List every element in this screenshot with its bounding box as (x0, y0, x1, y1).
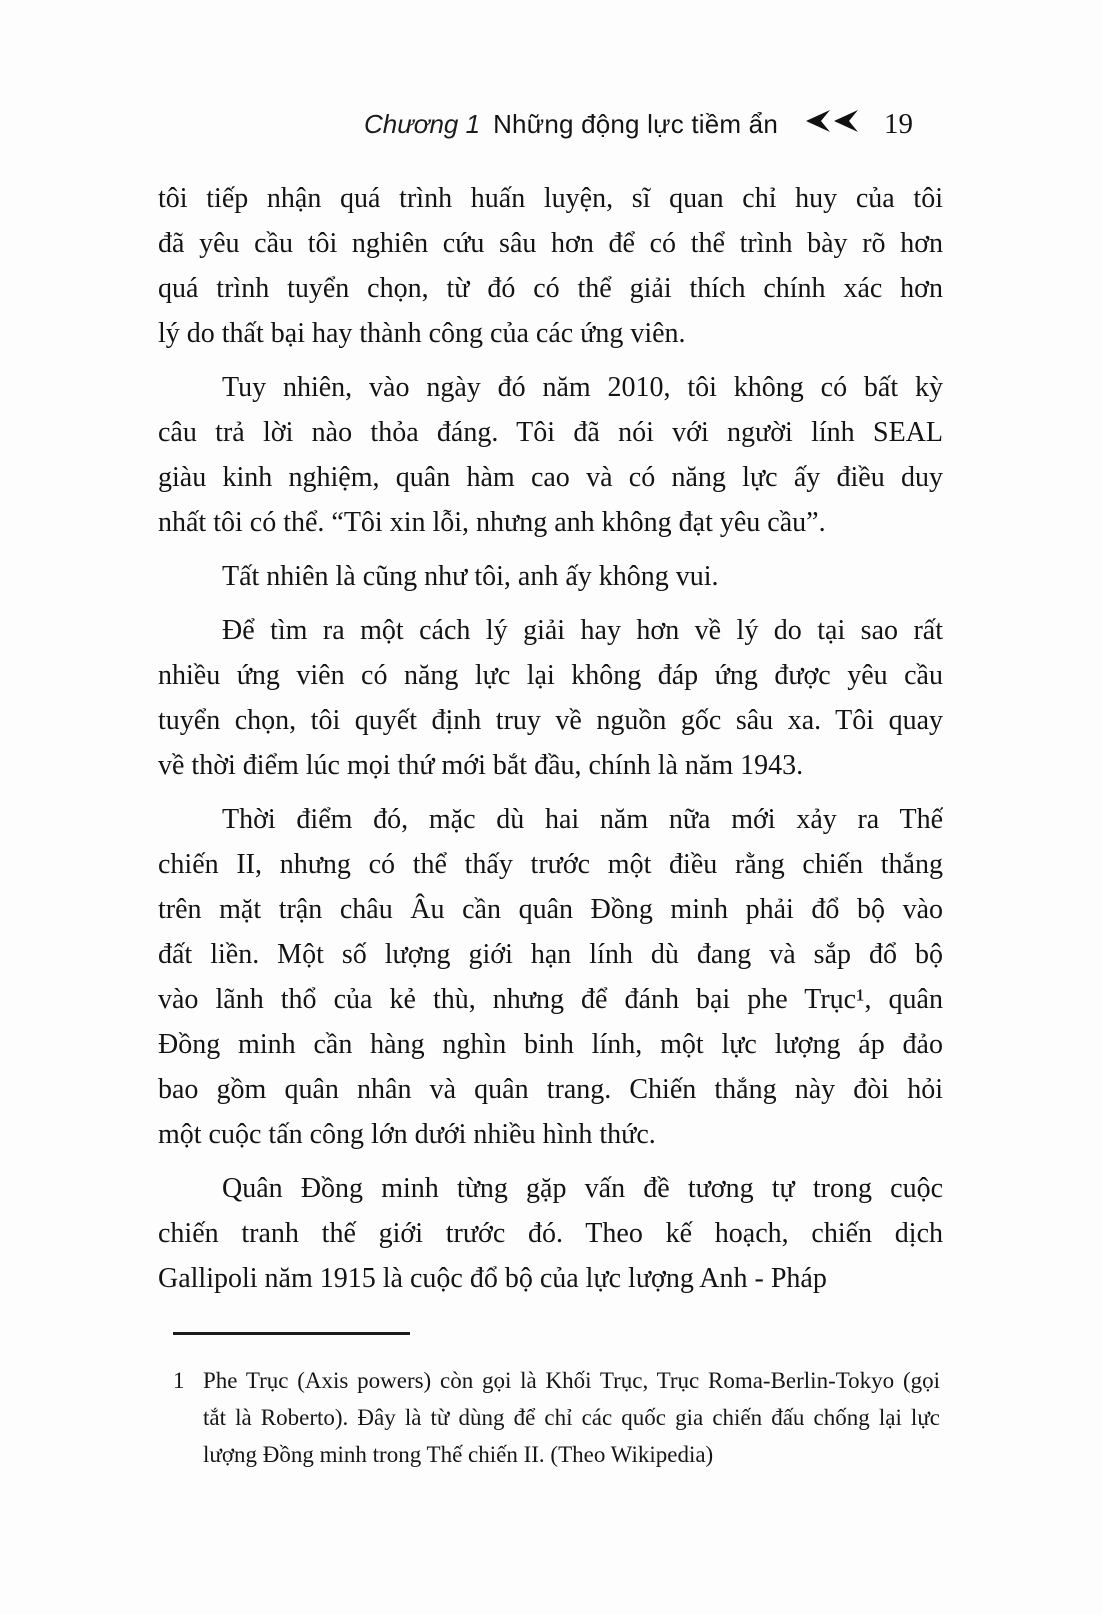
footnote (173, 1332, 940, 1473)
paragraph (158, 554, 943, 599)
chapter-title: Những động lực tiềm ẩn (493, 109, 778, 139)
text-line: chiến II, nhưng có thể thấy trước một điều rằng chiến thắng (158, 849, 943, 880)
paragraph (158, 1166, 943, 1301)
text-line: bao gồm quân nhân và quân trang. Chiến thắng này đòi hỏi (158, 1074, 943, 1105)
text-line: Tuy nhiên, vào ngày đó năm 2010, tôi không có bất kỳ (222, 372, 943, 403)
page-number: 19 (884, 108, 913, 140)
text-line: chiến tranh thế giới trước đó. Theo kế hoạch, chiến dịch (158, 1218, 943, 1249)
footnote-row (173, 1362, 940, 1473)
text-line: đã yêu cầu tôi nghiên cứu sâu hơn để có thể trình bày rõ hơn (158, 228, 943, 259)
paragraph (158, 176, 943, 356)
paragraph (158, 797, 943, 1157)
text-line: về thời điểm lúc mọi thứ mới bắt đầu, chính là năm 1943. (158, 750, 804, 781)
text-line: vào lãnh thổ của kẻ thù, nhưng để đánh bại phe Trục¹, quân (158, 984, 943, 1015)
footnote-separator (173, 1332, 410, 1335)
page-header (158, 108, 943, 141)
text-line: nhất tôi có thể. “Tôi xin lỗi, nhưng anh không đạt yêu cầu”. (158, 507, 826, 538)
text-line: giàu kinh nghiệm, quân hàm cao và có năng lực ấy điều duy (158, 462, 943, 493)
footnote-line: Phe Trục (Axis powers) còn gọi là Khối Trục, Trục Roma-Berlin-Tokyo (gọi (203, 1368, 940, 1393)
chapter-label: Chương 1 (364, 109, 481, 139)
footnote-marker: 1 (173, 1368, 185, 1393)
text-line: một cuộc tấn công lớn dưới nhiều hình thức. (158, 1119, 656, 1150)
text-line: câu trả lời nào thỏa đáng. Tôi đã nói với người lính SEAL (158, 417, 943, 448)
text-line: tuyển chọn, tôi quyết định truy về nguồn gốc sâu xa. Tôi quay (158, 705, 943, 736)
text-line: Thời điểm đó, mặc dù hai năm nữa mới xảy ra Thế (222, 804, 943, 835)
text-line: đất liền. Một số lượng giới hạn lính dù đang và sắp đổ bộ (158, 939, 943, 970)
text-line: quá trình tuyển chọn, từ đó có thể giải thích chính xác hơn (158, 273, 943, 304)
text-line: Đồng minh cần hàng nghìn binh lính, một lực lượng áp đảo (158, 1029, 943, 1060)
text-line: Để tìm ra một cách lý giải hay hơn về lý do tại sao rất (222, 615, 943, 646)
paragraph (158, 365, 943, 545)
text-line: Gallipoli năm 1915 là cuộc đổ bộ của lực lượng Anh - Pháp (158, 1263, 827, 1294)
body-text (158, 176, 943, 1301)
text-line: trên mặt trận châu Âu cần quân Đồng minh phải đổ bộ vào (158, 894, 943, 925)
text-line: tôi tiếp nhận quá trình huấn luyện, sĩ quan chỉ huy của tôi (158, 183, 943, 214)
text-line: nhiều ứng viên có năng lực lại không đáp ứng được yêu cầu (158, 660, 943, 691)
text-line: lý do thất bại hay thành công của các ứng viên. (158, 318, 686, 349)
text-line: Quân Đồng minh từng gặp vấn đề tương tự trong cuộc (222, 1173, 943, 1204)
footnote-lines (203, 1362, 940, 1473)
paragraph (158, 608, 943, 788)
text-line: Tất nhiên là cũng như tôi, anh ấy không vui. (222, 561, 719, 592)
double-left-arrow-icon (804, 109, 860, 140)
footnote-line: tắt là Roberto). Đây là từ dùng để chỉ các quốc gia chiến đấu chống lại lực (203, 1405, 940, 1430)
footnote-line: lượng Đồng minh trong Thế chiến II. (Theo Wikipedia) (203, 1442, 714, 1467)
